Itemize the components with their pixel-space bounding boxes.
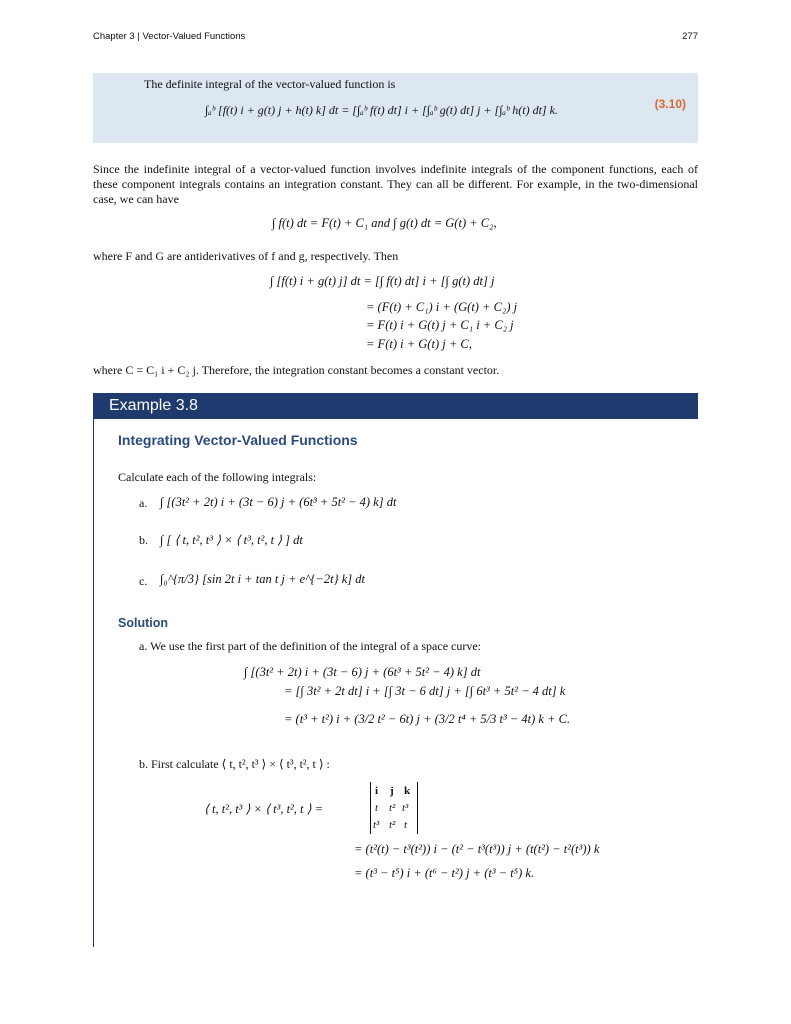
solution-b-text: b. First calculate ⟨ t, t², t³ ⟩ × ⟨ t³, t², t ⟩ : [139, 757, 330, 771]
det-r3c3: t [404, 819, 408, 831]
derivation-line-1: ∫ [f(t) i + g(t) j] dt = [∫ f(t) dt] i + [∫ g(t) dt] j [270, 274, 495, 288]
det-i: i [375, 785, 379, 797]
paragraph-integration-constants: Since the indefinite integral of a vector-valued function involves indefinite integrals of the component functions, each of these component integrals contains an integration constant. They can all be different. For example, in the two-dimensional case, we can have [93, 162, 698, 206]
derivation-line-4: = F(t) i + G(t) j + C, [366, 337, 472, 351]
derivation-line-2: = (F(t) + C₁) i + (G(t) + C₂) j [366, 300, 518, 314]
antiderivative-equation: ∫ f(t) dt = F(t) + C₁ and ∫ g(t) dt = G(t) + C₂, [272, 216, 497, 230]
solution-a-line-3: = (t³ + t²) i + (3/2 t² − 6t) j + (3/2 t⁴ + 5/3 t³ − 4t) k + C. [284, 712, 571, 726]
constant-vector-line: where C = C₁ i + C₂ j. Therefore, the integration constant becomes a constant vector. [93, 363, 500, 377]
equation-number: (3.10) [654, 97, 686, 111]
page-number: 277 [682, 31, 698, 42]
where-antiderivatives-line: where F and G are antiderivatives of f and g, respectively. Then [93, 249, 399, 263]
cross-product-lhs: ⟨ t, t², t³ ⟩ × ⟨ t³, t², t ⟩ = [204, 802, 324, 816]
example-left-rule [93, 419, 94, 947]
determinant-matrix [370, 782, 418, 834]
derivation-line-3: = F(t) i + G(t) j + C₁ i + C₂ j [366, 318, 514, 332]
det-r2c3: t³ [402, 802, 409, 814]
det-r3c1: t³ [373, 819, 380, 831]
det-r3c2: t² [389, 819, 396, 831]
item-c-expression: ∫₀^{π/3} [sin 2t i + tan t j + e^{−2t} k] dt [160, 572, 365, 586]
item-a-letter: a. [139, 496, 148, 510]
example-label: Example 3.8 [109, 397, 198, 414]
det-k: k [404, 785, 411, 797]
det-r2c2: t² [389, 802, 396, 814]
det-r2c1: t [375, 802, 379, 814]
det-j: j [390, 785, 394, 797]
item-b-expression: ∫ [ ⟨ t, t², t³ ⟩ × ⟨ t³, t², t ⟩ ] dt [160, 533, 303, 547]
item-b-letter: b. [139, 533, 148, 547]
solution-b-line-1: = (t²(t) − t³(t²)) i − (t² − t³(t³)) j + (t(t²) − t²(t³)) k [354, 842, 600, 856]
solution-heading: Solution [118, 616, 168, 630]
item-c-letter: c. [139, 574, 148, 588]
example-prompt: Calculate each of the following integrals: [118, 470, 317, 484]
definition-equation: ∫ₐᵇ [f(t) i + g(t) j + h(t) k] dt = [∫ₐᵇ f(t) dt] i + [∫ₐᵇ g(t) dt] j + [∫ₐᵇ h(t) dt] k. [205, 103, 558, 117]
definition-text: The definite integral of the vector-valued function is [144, 77, 396, 91]
definition-box [93, 73, 698, 143]
solution-a-line-1: ∫ [(3t² + 2t) i + (3t − 6) j + (6t³ + 5t² − 4) k] dt [244, 665, 481, 679]
item-a-expression: ∫ [(3t² + 2t) i + (3t − 6) j + (6t³ + 5t² − 4) k] dt [160, 495, 397, 509]
example-header-bar [93, 393, 698, 419]
solution-a-line-2: = [∫ 3t² + 2t dt] i + [∫ 3t − 6 dt] j + [∫ 6t³ + 5t² − 4 dt] k [284, 684, 566, 698]
running-header: Chapter 3 | Vector-Valued Functions [93, 31, 246, 42]
solution-b-line-2: = (t³ − t⁵) i + (t⁶ − t²) j + (t³ − t⁵) k. [354, 866, 535, 880]
example-title: Integrating Vector-Valued Functions [118, 432, 358, 448]
solution-a-text: a. We use the first part of the definition of the integral of a space curve: [139, 639, 482, 653]
